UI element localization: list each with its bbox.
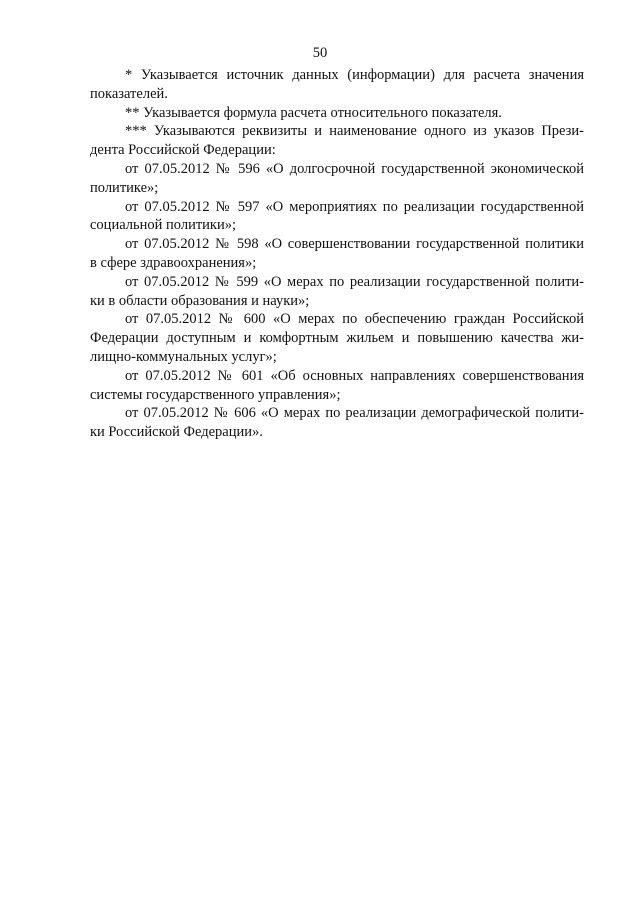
text-line: от 07.05.2012 № 599 «О мерах по реализации государственной полити-: [125, 273, 584, 290]
text-line: от 07.05.2012 № 597 «О мероприятиях по реализации государственной: [125, 198, 584, 215]
text-line: от 07.05.2012 № 598 «О совершенствовании государственной политики: [125, 236, 584, 253]
text-line: лищно-коммунальных услуг»;: [90, 348, 277, 365]
text-line: ки в области образования и науки»;: [90, 292, 310, 309]
text-line: ки Российской Федерации».: [90, 424, 263, 441]
text-line: от 07.05.2012 № 606 «О мерах по реализации демографической полити-: [125, 405, 584, 422]
text-line: системы государственного управления»;: [90, 386, 341, 403]
text-line: показателей.: [90, 85, 168, 102]
text-line: в сфере здравоохранения»;: [90, 254, 257, 271]
text-line: * Указывается источник данных (информации) для расчета значения: [125, 67, 584, 83]
text-line: дента Российской Федерации:: [90, 142, 276, 159]
text-line: от 07.05.2012 № 600 «О мерах по обеспечению граждан Российской: [125, 311, 584, 328]
text-line: социальной политики»;: [90, 217, 237, 234]
text-line: *** Указываются реквизиты и наименование одного из указов Прези-: [125, 123, 584, 140]
text-line: политике»;: [90, 179, 159, 196]
text-line: ** Указывается формула расчета относительного показателя.: [125, 104, 502, 121]
text-line: от 07.05.2012 № 601 «Об основных направлениях совершенствования: [125, 367, 584, 384]
text-line: Федерации доступным и комфортным жильем и повышению качества жи-: [90, 330, 584, 347]
text-line: от 07.05.2012 № 596 «О долгосрочной государственной экономической: [125, 160, 584, 177]
document-text: [90, 66, 584, 442]
page-number: 50: [312, 45, 328, 61]
